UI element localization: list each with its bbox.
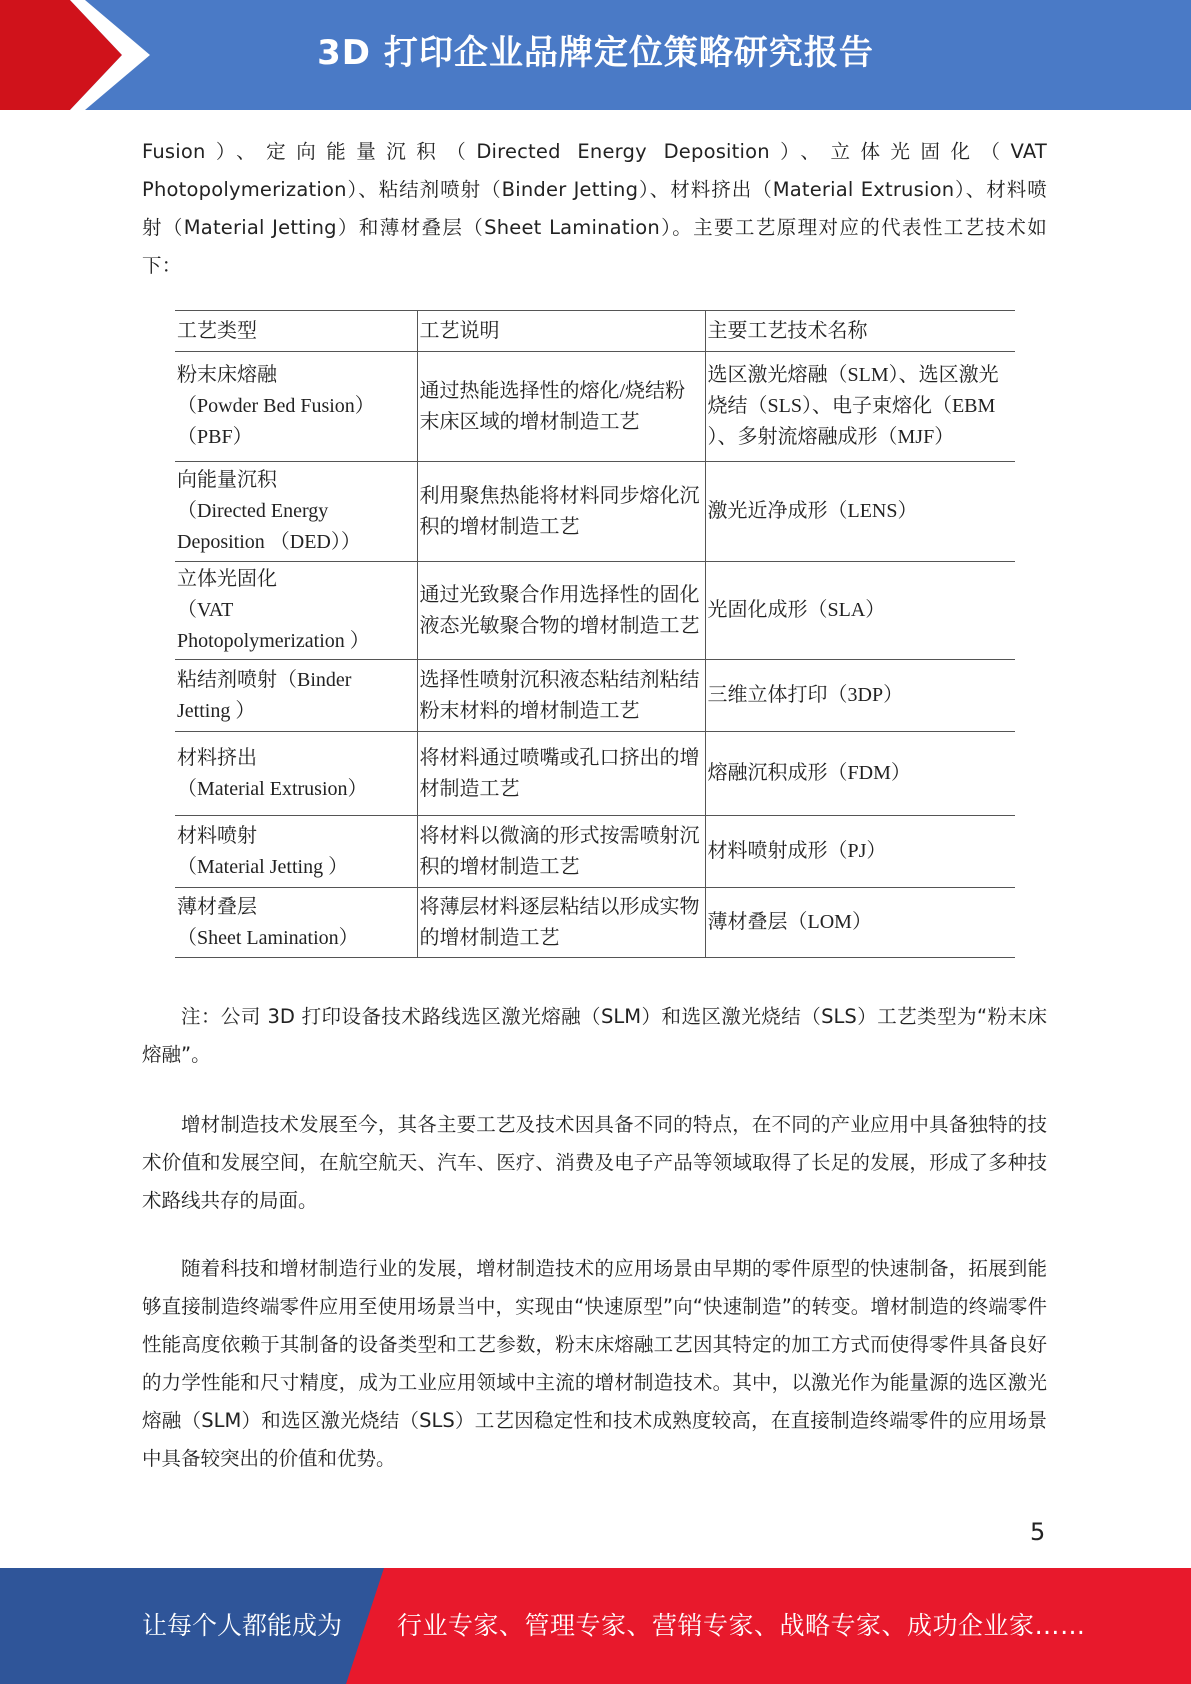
table-row [175, 732, 1015, 816]
table-row [175, 352, 1015, 462]
process-description-cell: 通过热能选择性的熔化/烧结粉末床区域的增材制造工艺 [417, 352, 705, 462]
table-row [175, 562, 1015, 660]
technology-name-cell: 选区激光熔融（SLM）、选区激光烧结（SLS）、电子束熔化（EBM ）、多射流熔融成形（MJF） [705, 352, 1015, 462]
footer-slogan-right: 行业专家、管理专家、营销专家、战略专家、成功企业家…… [397, 1611, 1086, 1640]
table-row [175, 660, 1015, 732]
table-row [175, 816, 1015, 888]
process-type-cell: 薄材叠层 （Sheet Lamination） [175, 888, 417, 958]
table-row [175, 462, 1015, 562]
page-footer [0, 1568, 1191, 1684]
header-process-description: 工艺说明 [417, 311, 705, 352]
process-description-cell: 通过光致聚合作用选择性的固化液态光敏聚合物的增材制造工艺 [417, 562, 705, 660]
table-note: 注：公司 3D 打印设备技术路线选区激光熔融（SLM）和选区激光烧结（SLS）工艺类型为“粉末床熔融”。 [142, 1005, 1047, 1066]
technology-name-cell: 薄材叠层（LOM） [705, 888, 1015, 958]
process-table [175, 310, 1015, 958]
technology-name-cell: 光固化成形（SLA） [705, 562, 1015, 660]
header-technology-name: 主要工艺技术名称 [705, 311, 1015, 352]
process-type-cell: 立体光固化 （VAT Photopolymerization ） [175, 562, 417, 660]
intro-paragraph: Fusion）、定向能量沉积（Directed Energy Deposition）、立体光固化（VAT Photopolymerization）、粘结剂喷射（Binder Jetting）、材料挤出（Material Extrusion）、材料喷射（Material Jetting）和薄材叠层（Sheet Lamination）。主要工艺原理对应的代表性工艺技术如下： [142, 140, 1047, 277]
table-row [175, 888, 1015, 958]
body-paragraph-applications: 随着科技和增材制造行业的发展，增材制造技术的应用场景由早期的零件原型的快速制备，拓展到能够直接制造终端零件应用至使用场景当中，实现由“快速原型”向“快速制造”的转变。增材制造的终端零件性能高度依赖于其制备的设备类型和工艺参数，粉末床熔融工艺因其特定的加工方式而使得零件具备良好的力学性能和尺寸精度，成为工业应用领域中主流的增材制造技术。其中，以激光作为能量源的选区激光熔融（SLM）和选区激光烧结（SLS）工艺因稳定性和技术成熟度较高，在直接制造终端零件的应用场景中具备较突出的价值和优势。 [142, 1257, 1047, 1470]
header-process-type: 工艺类型 [175, 311, 417, 352]
process-description-cell: 将薄层材料逐层粘结以形成实物的增材制造工艺 [417, 888, 705, 958]
technology-name-cell: 激光近净成形（LENS） [705, 462, 1015, 562]
process-type-cell: 材料挤出 （Material Extrusion） [175, 732, 417, 816]
process-description-cell: 利用聚焦热能将材料同步熔化沉积的增材制造工艺 [417, 462, 705, 562]
page-header [0, 0, 1191, 110]
body-paragraph-development: 增材制造技术发展至今，其各主要工艺及技术因具备不同的特点，在不同的产业应用中具备独特的技术价值和发展空间，在航空航天、汽车、医疗、消费及电子产品等领域取得了长足的发展，形成了多种技术路线共存的局面。 [142, 1113, 1047, 1212]
page-number: 5 [1030, 1518, 1046, 1546]
process-type-cell: 粘结剂喷射（Binder Jetting ） [175, 660, 417, 732]
technology-name-cell: 材料喷射成形（PJ） [705, 816, 1015, 888]
report-title: 3D 打印企业品牌定位策略研究报告 [317, 33, 874, 73]
table-header-row [175, 311, 1015, 352]
process-description-cell: 将材料通过喷嘴或孔口挤出的增材制造工艺 [417, 732, 705, 816]
process-description-cell: 选择性喷射沉积液态粘结剂粘结粉末材料的增材制造工艺 [417, 660, 705, 732]
technology-name-cell: 熔融沉积成形（FDM） [705, 732, 1015, 816]
process-type-cell: 材料喷射 （Material Jetting ） [175, 816, 417, 888]
process-description-cell: 将材料以微滴的形式按需喷射沉积的增材制造工艺 [417, 816, 705, 888]
process-type-cell: 粉末床熔融 （Powder Bed Fusion） （PBF） [175, 352, 417, 462]
footer-slogan-left: 让每个人都能成为 [142, 1611, 343, 1640]
process-type-cell: 向能量沉积 （Directed Energy Deposition （DED）） [175, 462, 417, 562]
technology-name-cell: 三维立体打印（3DP） [705, 660, 1015, 732]
